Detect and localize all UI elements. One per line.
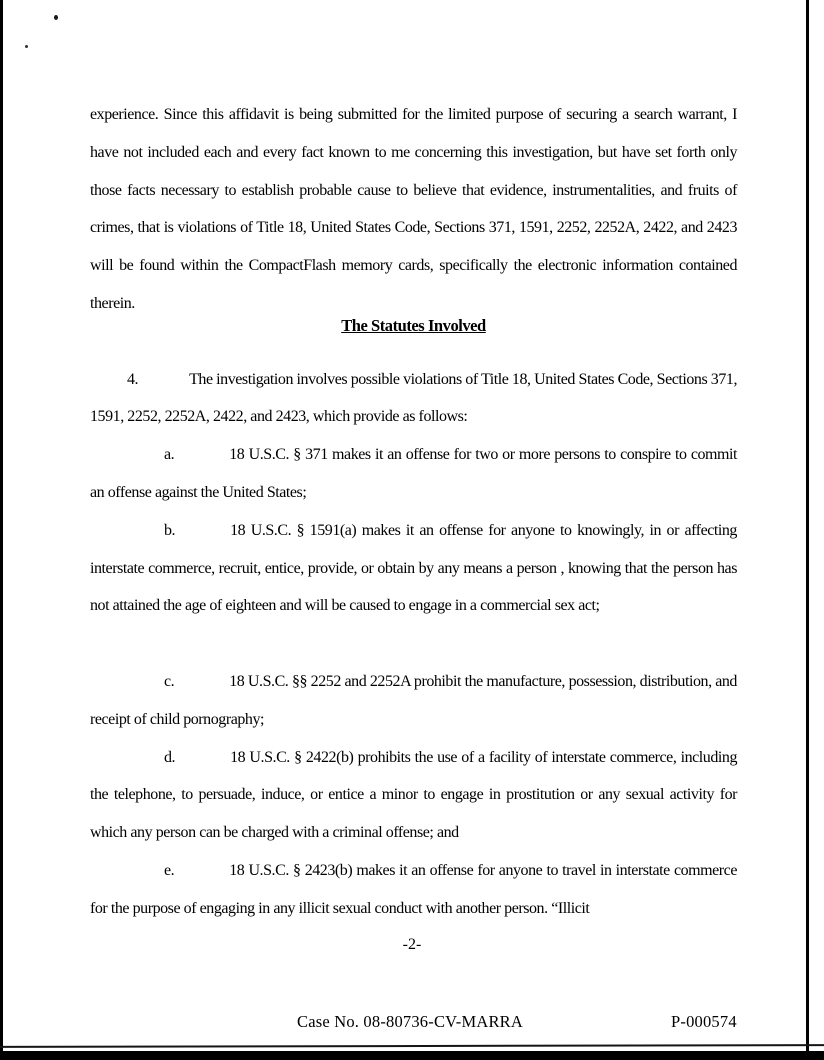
footer-case-number: Case No. 08-80736-CV-MARRA <box>297 1012 523 1031</box>
statute-item-b-label: b. <box>164 521 176 539</box>
scan-artifact-right-edge-line <box>806 0 809 1060</box>
footer-bates-number: P-000574 <box>671 1012 737 1031</box>
scan-artifact-bottom-bar <box>0 1051 824 1060</box>
scan-artifact-horizontal-line <box>0 1044 824 1048</box>
section-heading <box>90 307 737 345</box>
statute-item-c-label: c. <box>164 673 175 690</box>
paragraph-4 <box>90 361 737 437</box>
statute-item-a <box>90 436 737 512</box>
intro-paragraph: experience. Since this affidavit is being submitted for the limited purpose of securing a search warrant, I have not included each and every fact known to me concerning this investigation, but have set forth only those facts necessary to establish probable cause to believe that evidence, instrumentalities, and fruits of crimes, that is violations of Title 18, United States Code, Sections 371, 1591, 2252, 2252A, 2422, and 2423 will be found within the CompactFlash memory cards, specifically the electronic information contained therein. <box>90 106 737 312</box>
paragraph-4-text: The investigation involves possible violations of Title 18, United States Code, Sections 371, 1591, 2252, 2252A, 2422, and 2423, which provide as follows: <box>90 370 738 426</box>
statute-item-a-text: 18 U.S.C. § 371 makes it an offense for two or more persons to conspire to commit an offense against the United States; <box>90 446 737 501</box>
scan-artifact-speck <box>25 45 28 48</box>
scan-artifact-speck <box>54 15 58 20</box>
page-number: -2- <box>402 936 422 953</box>
statute-item-b <box>90 512 737 625</box>
statute-item-d-label: d. <box>164 748 176 766</box>
statute-item-a-label: a. <box>164 446 175 464</box>
statute-item-e-label: e. <box>164 862 175 879</box>
statute-item-c <box>90 663 737 739</box>
statute-item-e <box>90 852 737 928</box>
statute-item-d <box>90 739 737 852</box>
statute-item-e-text: 18 U.S.C. § 2423(b) makes it an offense for anyone to travel in interstate commerce for the purpose of engaging in any illicit sexual conduct with another person. “Illicit <box>90 862 737 917</box>
scan-artifact-left-edge-line <box>0 0 3 1060</box>
statute-item-b-text: 18 U.S.C. § 1591(a) makes it an offense for anyone to knowingly, in or affecting interstate commerce, recruit, entice, provide, or obtain by any means a person , knowing that the person has not attained the age of eighteen and will be caused to engage in a commercial sex act; <box>90 521 737 615</box>
statute-item-c-text: 18 U.S.C. §§ 2252 and 2252A prohibit the manufacture, possession, distribution, and receipt of child pornography; <box>90 673 737 728</box>
section-heading-text: The Statutes Involved <box>341 315 486 335</box>
paragraph-4-number: 4. <box>127 370 139 388</box>
statute-item-d-text: 18 U.S.C. § 2422(b) prohibits the use of a facility of interstate commerce, including the telephone, to persuade, induce, or entice a minor to engage in prostitution or any sexual activity for which any person can be charged with a criminal offense; and <box>90 748 737 842</box>
